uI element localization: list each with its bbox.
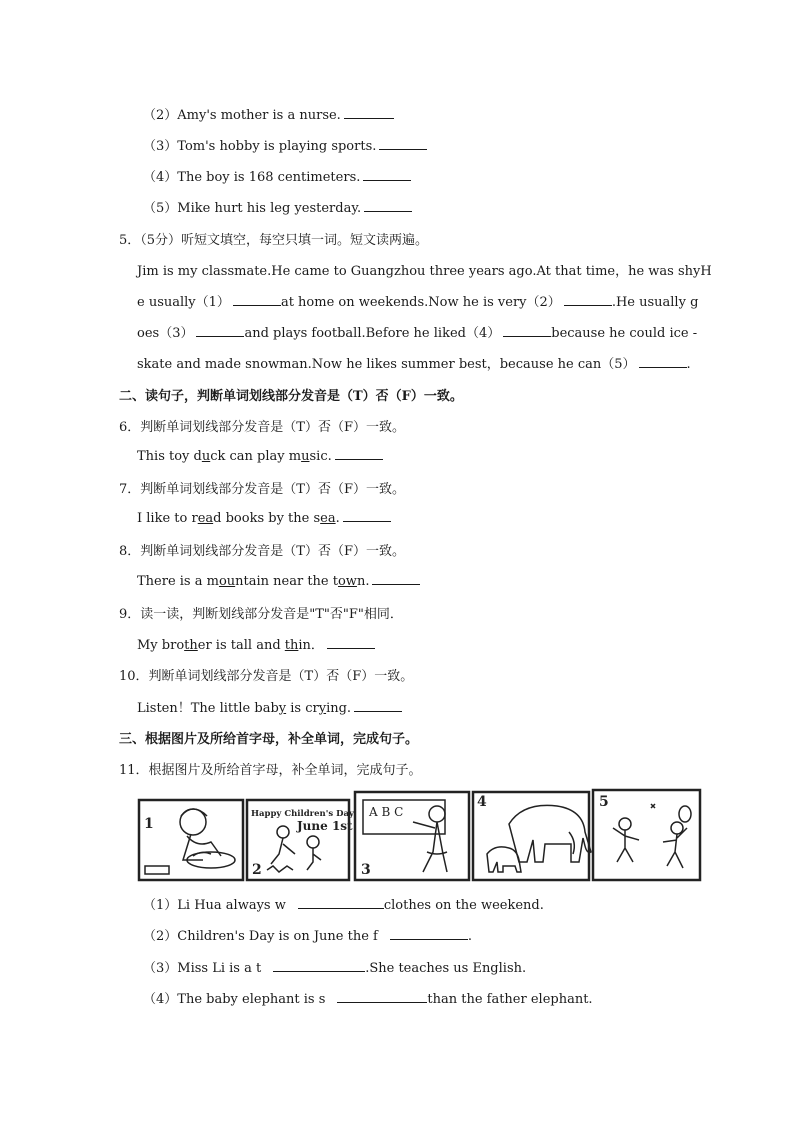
question-sentence: My brother is tall and thin．: [137, 634, 375, 653]
passage-line: Jim is my classmate.He came to Guangzhou three years ago.At that time，he was shyH: [137, 264, 712, 279]
answer-blank[interactable]: [327, 636, 375, 649]
picture-elephants: [473, 792, 591, 880]
question-item: （5）Mike hurt his leg yesterday.: [143, 197, 412, 216]
answer-blank[interactable]: [503, 324, 551, 337]
question-sentence: This toy duck can play music.: [137, 447, 383, 464]
answer-blank[interactable]: [273, 959, 365, 972]
section-heading: 二、读句子，判断单词划线部分发音是（T）否（F）一致。: [119, 389, 463, 404]
picture-strip: [137, 784, 702, 882]
passage-line: skate and made snowman.Now he likes summer best，because he can（5） .: [137, 357, 691, 372]
svg-text:5: 5: [599, 794, 609, 810]
question-item: （4）The baby elephant is s than the father elephant.: [143, 992, 593, 1007]
question-sentence: Listen！The little baby is crying.: [137, 697, 402, 716]
answer-blank[interactable]: [372, 572, 420, 585]
answer-blank[interactable]: [344, 106, 394, 119]
answer-blank[interactable]: [379, 137, 427, 150]
answer-blank[interactable]: [564, 293, 612, 306]
answer-blank[interactable]: [363, 168, 411, 181]
svg-text:A B C: A B C: [369, 805, 404, 819]
picture-childrens-day: [247, 800, 355, 880]
answer-blank[interactable]: [354, 699, 402, 712]
answer-blank[interactable]: [343, 509, 391, 522]
question-title: 6．判断单词划线部分发音是（T）否（F）一致。: [119, 420, 405, 435]
question-item: （2）Children's Day is on June the f .: [143, 929, 472, 944]
question-item: （1）Li Hua always w clothes on the weekend.: [143, 898, 544, 913]
answer-blank[interactable]: [390, 927, 468, 940]
svg-text:4: 4: [477, 794, 487, 810]
answer-blank[interactable]: [337, 990, 427, 1003]
answer-blank[interactable]: [364, 199, 412, 212]
passage-line: oes（3） and plays football.Before he liked（4） because he could ice -: [137, 326, 698, 341]
answer-blank[interactable]: [298, 896, 384, 909]
question-item: （2）Amy's mother is a nurse.: [143, 104, 394, 123]
svg-text:June 1st: June 1st: [297, 819, 353, 833]
question-title: 7．判断单词划线部分发音是（T）否（F）一致。: [119, 482, 405, 497]
svg-text:2: 2: [252, 862, 262, 878]
svg-text:Happy Children's Day: Happy Children's Day: [251, 809, 354, 819]
svg-text:3: 3: [361, 862, 371, 878]
question-title: 11．根据图片及所给首字母，补全单词，完成句子。: [119, 763, 422, 778]
svg-text:1: 1: [144, 816, 154, 832]
picture-teacher: [355, 792, 469, 880]
answer-blank[interactable]: [335, 447, 383, 460]
passage-line: e usually（1） at home on weekends.Now he is very（2） .He usually g: [137, 295, 699, 310]
question-item: （4）The boy is 168 centimeters.: [143, 166, 411, 185]
question-title: 8．判断单词划线部分发音是（T）否（F）一致。: [119, 544, 405, 559]
question-sentence: There is a mountain near the town.: [137, 572, 420, 589]
question-sentence: I like to read books by the sea.: [137, 509, 391, 526]
question-title: 9．读一读，判断划线部分发音是"T"否"F"相同．: [119, 607, 403, 622]
section-heading: 三、根据图片及所给首字母，补全单词，完成句子。: [119, 732, 419, 747]
answer-blank[interactable]: [196, 324, 244, 337]
picture-washing-clothes: [139, 800, 243, 880]
answer-blank[interactable]: [639, 355, 687, 368]
answer-blank[interactable]: [233, 293, 281, 306]
question-title: 10．判断单词划线部分发音是（T）否（F）一致。: [119, 669, 414, 684]
question-item: （3）Miss Li is a t .She teaches us English.: [143, 961, 527, 976]
picture-badminton: [593, 790, 700, 880]
question-title: 5．（5分）听短文填空，每空只填一词。短文读两遍。: [119, 233, 429, 248]
question-item: （3）Tom's hobby is playing sports.: [143, 135, 427, 154]
